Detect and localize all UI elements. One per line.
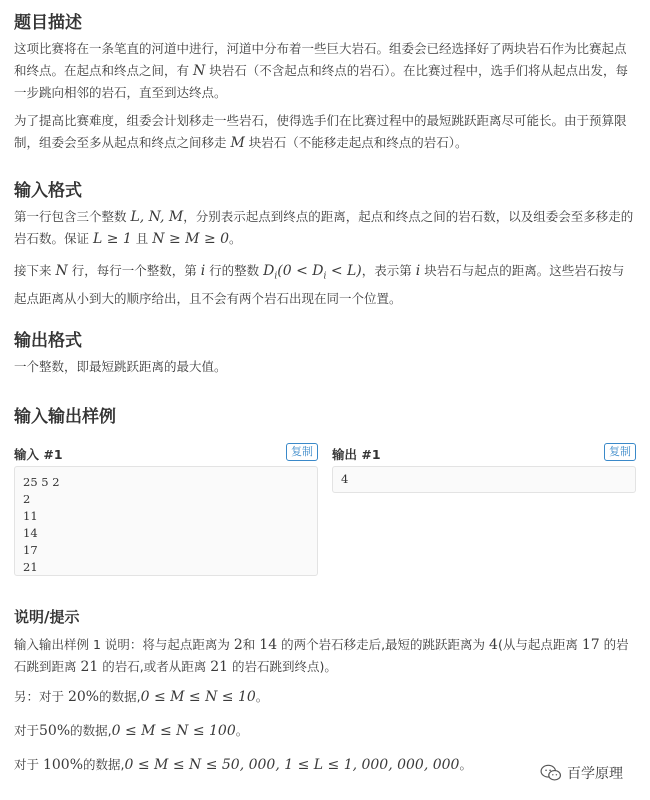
watermark bbox=[540, 763, 623, 783]
sample-input-line: 14 bbox=[23, 526, 38, 540]
sample-input-line: 25 5 2 bbox=[23, 475, 60, 489]
wechat-icon bbox=[540, 764, 562, 782]
sample-input-label: 输入 #1 bbox=[14, 447, 63, 462]
sample-output-line: 4 bbox=[341, 472, 349, 486]
input-format-paragraph-2: 接下来 N 行，每行一个整数，第 i 行的整数 $D_i(0 < D_i < L)$，表示第 i 块岩石与起点的距离。这些岩石按与起点距离从小到大的顺序给出，且不会有两个岩石出现在同一个位置。 bbox=[14, 263, 625, 306]
watermark-text: 百学原理 bbox=[567, 766, 623, 782]
hint-paragraph-1: 输入输出样例 1 说明：将与起点距离为 2和 14 的两个岩石移走后,最短的跳跃距离为 4(从与起点距离 17 的岩石跳到距离 21 的岩石,或者从距离 21 的岩石跳到终点)。 bbox=[14, 637, 629, 675]
hint-heading: 说明/提示 bbox=[14, 608, 80, 626]
output-format-heading: 输出格式 bbox=[14, 331, 82, 351]
sample-input-box[interactable] bbox=[14, 466, 318, 576]
hint-paragraph-3: 对于50%的数据,0 ≤ M ≤ N ≤ 100。 bbox=[14, 723, 249, 739]
sample-output-label: 输出 #1 bbox=[332, 447, 381, 462]
output-format-paragraph: 一个整数，即最短跳跃距离的最大值。 bbox=[14, 359, 227, 374]
hint-paragraph-4: 对于 100%的数据,0 ≤ M ≤ N ≤ 50, 000, 1 ≤ L ≤ 1, 000, 000, 000。 bbox=[14, 757, 472, 773]
problem-paragraph-1: 这项比赛将在一条笔直的河道中进行，河道中分布着一些巨大岩石。组委会已经选择好了两块岩石作为比赛起点和终点。在起点和终点之间，有 N 块岩石（不含起点和终点的岩石）。在比赛过程中，选手们将从起点出发，每一步跳向相邻的岩石，直至到达终点。 bbox=[14, 41, 628, 100]
copy-output-button[interactable]: 复制 bbox=[604, 443, 636, 461]
problem-heading: 题目描述 bbox=[14, 13, 82, 33]
samples-heading: 输入输出样例 bbox=[14, 407, 116, 427]
input-format-paragraph-1: 第一行包含三个整数 L, N, M，分别表示起点到终点的距离，起点和终点之间的岩石数，以及组委会至多移走的岩石数。保证 L ≥ 1 且 N ≥ M ≥ 0。 bbox=[14, 209, 634, 247]
sample-output-box[interactable] bbox=[332, 466, 636, 493]
input-format-heading: 输入格式 bbox=[14, 181, 82, 201]
sample-input-line: 17 bbox=[23, 543, 38, 557]
hint-paragraph-2: 另：对于 20%的数据,0 ≤ M ≤ N ≤ 10。 bbox=[14, 689, 269, 705]
sample-input-line: 11 bbox=[23, 509, 38, 523]
sample-input-line: 21 bbox=[23, 560, 38, 574]
sample-input-line: 2 bbox=[23, 492, 31, 506]
problem-paragraph-2: 为了提高比赛难度，组委会计划移走一些岩石，使得选手们在比赛过程中的最短跳跃距离尽可能长。由于预算限制，组委会至多从起点和终点之间移走 M 块岩石（不能移走起点和终点的岩石）。 bbox=[14, 113, 627, 151]
copy-input-button[interactable]: 复制 bbox=[286, 443, 318, 461]
